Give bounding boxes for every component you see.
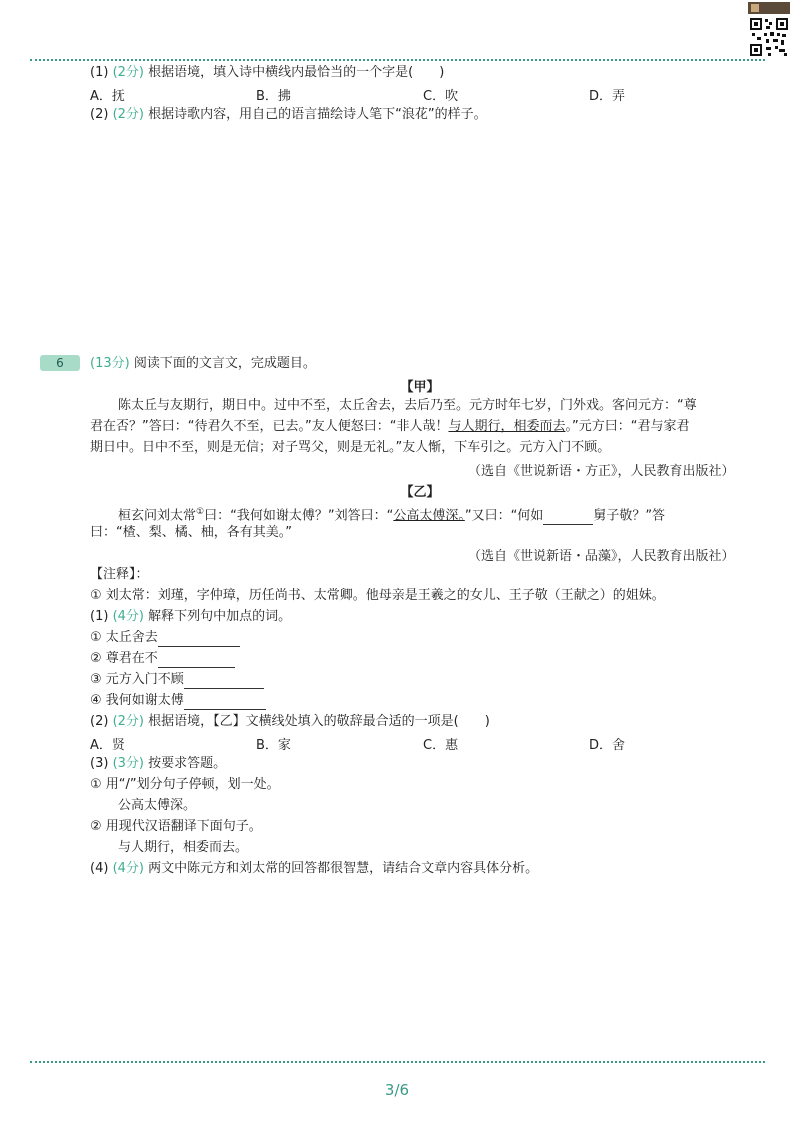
- yi-paragraph-line-2: 曰：“楂、梨、橘、柚，各有其美。”: [90, 525, 292, 540]
- q6-sub3: (3) (3分) 按要求答题。: [90, 756, 227, 771]
- answer-blank[interactable]: [184, 688, 264, 689]
- jia-title: 【甲】: [400, 380, 440, 395]
- answer-blank[interactable]: [184, 709, 266, 710]
- jia-source: （选自《世说新语・方正》，人民教育出版社）: [468, 464, 735, 479]
- q6-sub3-a: ① 用“/”划分句子停顿，划一处。: [90, 777, 280, 792]
- footnote-marker: ①: [196, 507, 205, 517]
- q5-option-b[interactable]: B．拂: [256, 89, 291, 104]
- fill-blank[interactable]: [543, 524, 593, 525]
- yi-paragraph-line-1: 桓玄问刘太常①曰：“我何如谢太傅？”刘答曰：“公高太傅深。”又曰：“何如 舅子敬？”答: [118, 507, 666, 524]
- q6-header: (13分) 阅读下面的文言文，完成题目。: [90, 356, 316, 371]
- q5-option-c[interactable]: C．吹: [423, 89, 459, 104]
- q6-sub1-item-4: ④ 我何如谢太傅: [90, 692, 266, 710]
- q6-sub1-item-3: ③ 元方入门不顾: [90, 671, 264, 689]
- jia-paragraph-line-1: 陈太丘与友期行，期日中。过中不至，太丘舍去，去后乃至。元方时年七岁，门外戏。客问元方：“尊: [118, 398, 697, 413]
- q6-sub1-item-2: ② 尊君在不: [90, 650, 235, 668]
- yi-source: （选自《世说新语・品藻》，人民教育出版社）: [468, 549, 735, 564]
- q5-sub2: (2) (2分) 根据诗歌内容，用自己的语言描绘诗人笔下“浪花”的样子。: [90, 107, 487, 122]
- q5-option-d[interactable]: D．弄: [589, 89, 626, 104]
- q6-sub1-item-1: ① 太丘舍去: [90, 629, 240, 647]
- q6-sub2: (2) (2分) 根据语境，【乙】文横线处填入的敬辞最合适的一项是( ): [90, 714, 490, 729]
- jia-paragraph-line-3: 期日中。日中不至，则是无信；对子骂父，则是无礼。”友人惭，下车引之。元方入门不顾。: [90, 440, 611, 455]
- qr-code: [748, 2, 790, 58]
- top-divider: [30, 59, 765, 61]
- q6-option-d[interactable]: D．舍: [589, 738, 626, 753]
- answer-blank[interactable]: [158, 667, 235, 668]
- q5-sub1: (1) (2分) 根据语境，填入诗中横线内最恰当的一个字是( ): [90, 65, 445, 80]
- q6-option-c[interactable]: C．惠: [423, 738, 459, 753]
- note-1: ① 刘太常：刘瑾，字仲璋，历任尚书、太常卿。他母亲是王羲之的女儿、王子敬（王献之）的姐妹。: [90, 588, 665, 603]
- question-number-badge: 6: [40, 355, 80, 371]
- q6-option-a[interactable]: A．贤: [90, 738, 125, 753]
- q5-option-a[interactable]: A．抚: [90, 89, 125, 104]
- q6-option-b[interactable]: B．家: [256, 738, 291, 753]
- q6-sub3-b-sentence: 与人期行，相委而去。: [118, 840, 249, 855]
- answer-blank[interactable]: [158, 646, 240, 647]
- jia-paragraph-line-2: 君在否？”答曰：“待君久不至，已去。”友人便怒曰：“非人哉！与人期行，相委而去。”元方曰：“君与家君: [90, 419, 690, 434]
- q6-sub4: (4) (4分) 两文中陈元方和刘太常的回答都很智慧，请结合文章内容具体分析。: [90, 861, 539, 876]
- bottom-divider: [30, 1061, 765, 1063]
- notes-title: 【注释】：: [90, 567, 149, 582]
- q6-sub3-a-sentence: 公高太傅深。: [118, 798, 197, 813]
- yi-title: 【乙】: [400, 485, 440, 500]
- q6-sub3-b: ② 用现代汉语翻译下面句子。: [90, 819, 262, 834]
- page-number: 3/6: [384, 1081, 410, 1099]
- q6-sub1: (1) (4分) 解释下列句中加点的词。: [90, 609, 292, 624]
